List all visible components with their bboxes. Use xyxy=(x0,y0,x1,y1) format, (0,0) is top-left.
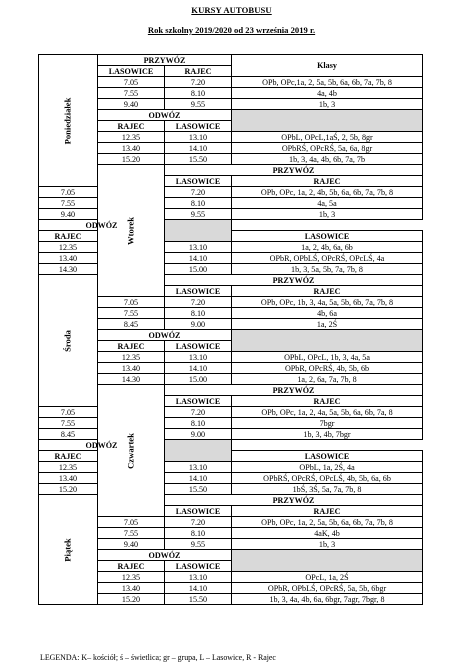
lasowice-header: LASOWICE xyxy=(98,66,165,77)
day-name: Piątek xyxy=(62,537,73,562)
classes-cell: 1bŚ, 3Ś, 5a, 7a, 7b, 8 xyxy=(232,484,423,495)
classes-cell: 1b, 3 xyxy=(232,99,423,110)
table-row xyxy=(39,484,423,495)
grey-cell xyxy=(232,550,423,572)
departure-time: 7.05 xyxy=(98,517,165,528)
classes-cell: OPbR, OPcRŚ, 4b, 5b, 6b xyxy=(232,363,423,374)
przywoz-header: PRZYWÓZ xyxy=(165,385,423,396)
odwoz-header: ODWÓZ xyxy=(98,550,232,561)
day-label xyxy=(39,495,98,605)
odwoz-header: ODWÓZ xyxy=(39,220,165,231)
departure-time: 14.30 xyxy=(39,264,98,275)
day-name: Poniedziałek xyxy=(62,97,73,144)
arrival-time: 14.10 xyxy=(165,583,232,594)
classes-cell: OPbR, OPbLŚ, OPcRŚ, OPcLŚ, 4a xyxy=(232,253,423,264)
arrival-time: 14.10 xyxy=(165,253,232,264)
arrival-time: 8.10 xyxy=(165,528,232,539)
arrival-time: 8.10 xyxy=(165,88,232,99)
rajec-header: RAJEC xyxy=(232,506,423,517)
przywoz-header: PRZYWÓZ xyxy=(165,165,423,176)
lasowice-header: LASOWICE xyxy=(165,176,232,187)
departure-time: 7.05 xyxy=(39,187,98,198)
rajec-header: RAJEC xyxy=(232,176,423,187)
arrival-time: 14.10 xyxy=(165,143,232,154)
przywoz-header: PRZYWÓZ xyxy=(165,275,423,286)
classes-cell: 1b, 3, 4a, 4b, 6a, 6bgr, 7agr, 7bgr, 8 xyxy=(232,594,423,605)
lasowice-header: LASOWICE xyxy=(165,506,232,517)
day-label xyxy=(98,385,165,517)
odwoz-header-row xyxy=(39,440,423,451)
grey-cell xyxy=(165,220,232,242)
departure-time: 13.40 xyxy=(98,363,165,374)
arrival-time: 8.10 xyxy=(165,198,232,209)
arrival-time: 13.10 xyxy=(165,572,232,583)
rajec-header: RAJEC xyxy=(165,66,232,77)
classes-cell: 4b, 6a xyxy=(232,308,423,319)
arrival-time: 7.20 xyxy=(165,407,232,418)
departure-time: 7.55 xyxy=(98,528,165,539)
classes-cell: OPcL, 1a, 2Ś xyxy=(232,572,423,583)
odwoz-header: ODWÓZ xyxy=(39,440,165,451)
classes-cell: OPbL, OPcL,1aŚ, 2, 5b, 8gr xyxy=(232,132,423,143)
arrival-time: 7.20 xyxy=(165,187,232,198)
arrival-time: 13.10 xyxy=(165,132,232,143)
arrival-time: 9.55 xyxy=(165,209,232,220)
odwoz-header: ODWÓZ xyxy=(98,110,232,121)
arrival-time: 13.10 xyxy=(165,352,232,363)
arrival-time: 14.10 xyxy=(165,363,232,374)
day-name: Czwartek xyxy=(125,432,136,469)
legend: LEGENDA: K– kościół; ś – świetlica; gr – grupa, L – Lasowice, R - Rajec xyxy=(40,653,276,662)
departure-time: 7.05 xyxy=(98,77,165,88)
arrival-time: 9.00 xyxy=(165,429,232,440)
classes-cell: 1b, 3, 4a, 4b, 6b, 7a, 7b xyxy=(232,154,423,165)
classes-cell: 1b, 3 xyxy=(232,539,423,550)
departure-time: 8.45 xyxy=(39,429,98,440)
arrival-time: 15.50 xyxy=(165,484,232,495)
grey-cell xyxy=(232,110,423,132)
classes-cell: 1a, 2, 6a, 7a, 7b, 8 xyxy=(232,374,423,385)
table-row xyxy=(39,264,423,275)
table-row xyxy=(39,418,423,429)
classes-cell: OPb, OPc,1a, 2, 5a, 5b, 6a, 6b, 7a, 7b, 8 xyxy=(232,77,423,88)
departure-time: 7.55 xyxy=(98,88,165,99)
departure-time: 7.55 xyxy=(39,418,98,429)
rajec-header: RAJEC xyxy=(39,231,98,242)
departure-time: 8.45 xyxy=(98,319,165,330)
grey-cell xyxy=(232,330,423,352)
grey-cell xyxy=(165,440,232,462)
departure-time: 7.05 xyxy=(98,297,165,308)
departure-time: 12.35 xyxy=(98,572,165,583)
arrival-time: 7.20 xyxy=(165,297,232,308)
classes-cell: OPb, OPc, 1a, 2, 4b, 5b, 6a, 6b, 7a, 7b, 8 xyxy=(232,187,423,198)
rajec-header: RAJEC xyxy=(98,341,165,352)
classes-cell: OPb, OPc, 1b, 3, 4a, 5a, 5b, 6b, 7a, 7b, 8 xyxy=(232,297,423,308)
arrival-time: 8.10 xyxy=(165,418,232,429)
rajec-header: RAJEC xyxy=(39,451,98,462)
classes-cell: 4a, 5a xyxy=(232,198,423,209)
page-title: KURSY AUTOBUSU xyxy=(191,5,272,15)
arrival-time: 15.50 xyxy=(165,154,232,165)
classes-cell: 4a, 4b xyxy=(232,88,423,99)
lasowice-header: LASOWICE xyxy=(165,396,232,407)
classes-cell: OPb, OPc, 1a, 2, 4a, 5a, 5b, 6a, 6b, 7a, 8 xyxy=(232,407,423,418)
classes-cell: OPbL, OPcL, 1b, 3, 4a, 5a xyxy=(232,352,423,363)
arrival-time: 9.55 xyxy=(165,99,232,110)
arrival-time: 15.50 xyxy=(165,594,232,605)
classes-cell: OPbR, OPbLŚ, OPcRŚ, 5a, 5b, 6bgr xyxy=(232,583,423,594)
classes-cell: 1b, 3 xyxy=(232,209,423,220)
rajec-header: RAJEC xyxy=(232,286,423,297)
page-subtitle: Rok szkolny 2019/2020 od 23 września 2019 r. xyxy=(147,25,316,35)
lasowice-header: LASOWICE xyxy=(165,341,232,352)
day-name: Środa xyxy=(62,329,73,352)
departure-time: 12.35 xyxy=(98,132,165,143)
departure-time: 12.35 xyxy=(39,242,98,253)
departure-time: 13.40 xyxy=(98,583,165,594)
departure-time: 9.40 xyxy=(98,99,165,110)
departure-time: 7.55 xyxy=(39,198,98,209)
table-row xyxy=(39,473,423,484)
day-header-row xyxy=(39,495,423,506)
arrival-time: 13.10 xyxy=(165,242,232,253)
rajec-header: RAJEC xyxy=(232,396,423,407)
lasowice-header: LASOWICE xyxy=(232,231,423,242)
departure-time: 15.20 xyxy=(39,484,98,495)
departure-time: 9.40 xyxy=(98,539,165,550)
classes-cell: 4aK, 4b xyxy=(232,528,423,539)
day-label xyxy=(39,275,98,407)
arrival-time: 7.20 xyxy=(165,77,232,88)
departure-time: 12.35 xyxy=(98,352,165,363)
lasowice-header: LASOWICE xyxy=(232,451,423,462)
day-header-row xyxy=(39,55,423,66)
odwoz-header: ODWÓZ xyxy=(98,330,232,341)
table-row xyxy=(39,462,423,473)
arrival-time: 9.55 xyxy=(165,539,232,550)
table-row xyxy=(39,198,423,209)
przywoz-header: PRZYWÓZ xyxy=(165,495,423,506)
departure-time: 15.20 xyxy=(98,594,165,605)
bus-schedule-table xyxy=(38,54,423,605)
classes-cell: 1b, 3, 5a, 5b, 7a, 7b, 8 xyxy=(232,264,423,275)
classes-cell: 1a, 2Ś xyxy=(232,319,423,330)
departure-time: 12.35 xyxy=(39,462,98,473)
rajec-header: RAJEC xyxy=(98,561,165,572)
table-row xyxy=(39,407,423,418)
day-label xyxy=(39,55,98,187)
classes-cell: 1b, 3, 4b, 7bgr xyxy=(232,429,423,440)
day-header-row xyxy=(39,275,423,286)
lasowice-header: LASOWICE xyxy=(165,121,232,132)
odwoz-header-row xyxy=(39,220,423,231)
lasowice-header: LASOWICE xyxy=(165,561,232,572)
arrival-time: 14.10 xyxy=(165,473,232,484)
arrival-time: 15.00 xyxy=(165,374,232,385)
arrival-time: 7.20 xyxy=(165,517,232,528)
departure-time: 9.40 xyxy=(39,209,98,220)
departure-time: 13.40 xyxy=(98,143,165,154)
table-row xyxy=(39,253,423,264)
classes-cell: OPbRŚ, OPcRŚ, OPcLŚ, 4b, 5b, 6a, 6b xyxy=(232,473,423,484)
table-row xyxy=(39,187,423,198)
table-row xyxy=(39,242,423,253)
classes-cell: 1a, 2, 4b, 6a, 6b xyxy=(232,242,423,253)
departure-time: 13.40 xyxy=(39,473,98,484)
departure-time: 14.30 xyxy=(98,374,165,385)
arrival-time: 8.10 xyxy=(165,308,232,319)
rajec-header: RAJEC xyxy=(98,121,165,132)
arrival-time: 9.00 xyxy=(165,319,232,330)
classes-cell: OPbRŚ, OPcRŚ, 5a, 6a, 8gr xyxy=(232,143,423,154)
classes-cell: 7bgr xyxy=(232,418,423,429)
day-name: Wtorek xyxy=(125,216,136,245)
przywoz-header: PRZYWÓZ xyxy=(98,55,232,66)
arrival-time: 13.10 xyxy=(165,462,232,473)
arrival-time: 15.00 xyxy=(165,264,232,275)
table-row xyxy=(39,209,423,220)
lasowice-header: LASOWICE xyxy=(165,286,232,297)
departure-time: 7.55 xyxy=(98,308,165,319)
departure-time: 15.20 xyxy=(98,154,165,165)
departure-time: 13.40 xyxy=(39,253,98,264)
table-row xyxy=(39,429,423,440)
day-label xyxy=(98,165,165,297)
classes-cell: OPbL, 1a, 2Ś, 4a xyxy=(232,462,423,473)
departure-time: 7.05 xyxy=(39,407,98,418)
klasy-header: Klasy xyxy=(232,55,423,77)
classes-cell: OPb, OPc, 1a, 2, 5a, 5b, 6a, 6b, 7a, 7b, 8 xyxy=(232,517,423,528)
